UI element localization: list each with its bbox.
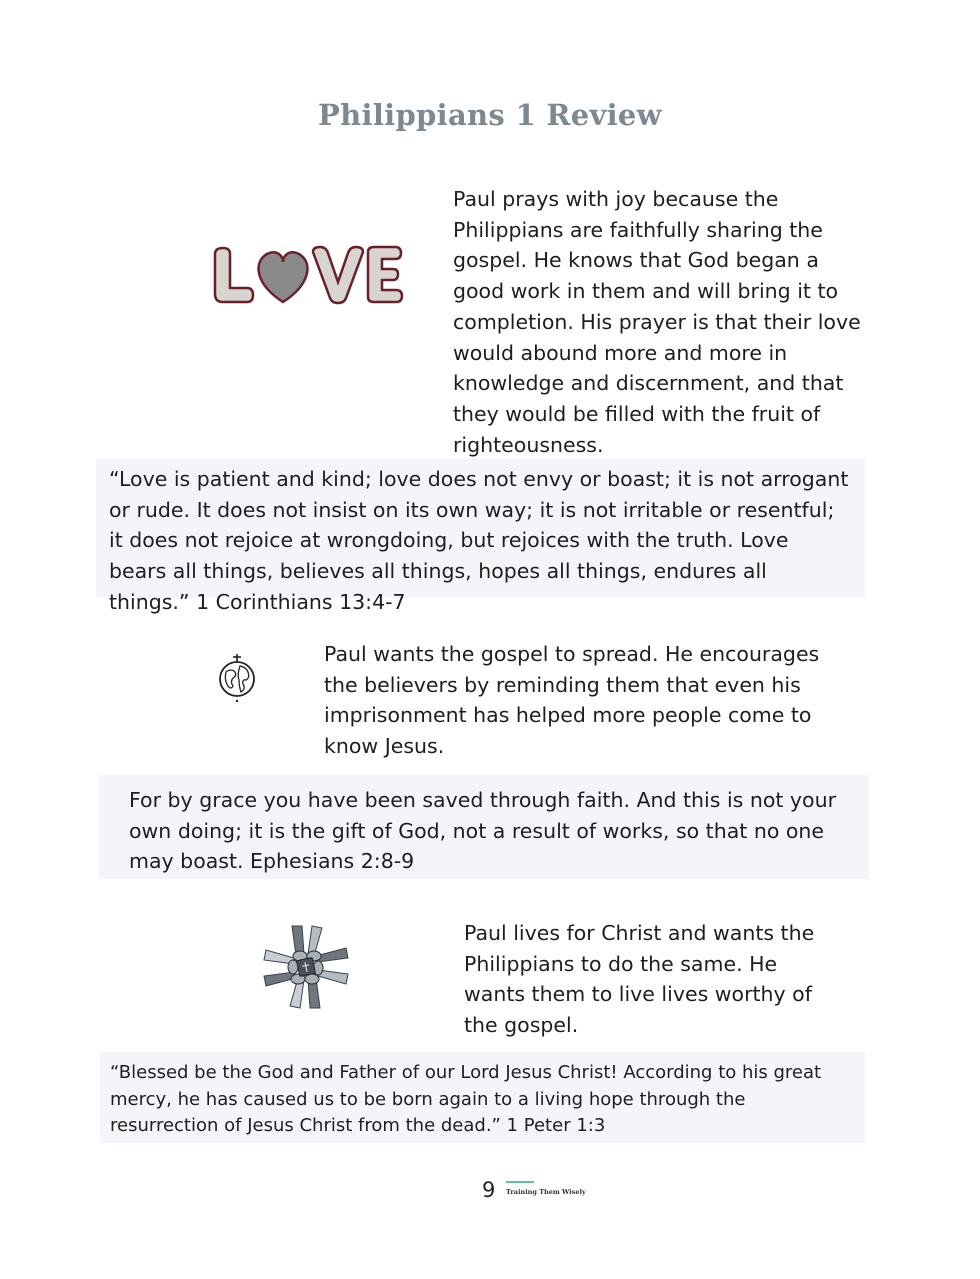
page-title: Philippians 1 Review: [318, 98, 662, 132]
quote1-box: [96, 458, 865, 614]
heart-icon: [259, 252, 308, 302]
brand-accent-line: [506, 1181, 534, 1183]
hands-bible-icon: [262, 922, 350, 1012]
brand-logo: [506, 1181, 586, 1201]
section1-paragraph: Paul prays with joy because the Philippians are faithfully sharing the gospel. He knows that God began a good work in them and will bring it to completion. His prayer is that their love would abound more and more in knowledge and discernment, and that they would be filled with the fruit of righteousness.: [453, 187, 861, 457]
globe-cross-icon: [215, 652, 259, 704]
section2-paragraph: Paul wants the gospel to spread. He encourages the believers by reminding them that even his imprisonment has helped more people come to know Jesus.: [324, 642, 820, 759]
quote3-text: “Blessed be the God and Father of our Lord Jesus Christ! According to his great mercy, he has caused us to be born again to a living hope through the resurrection of Jesus Christ from the dead.” 1 Peter 1:3: [110, 1062, 822, 1136]
quote3-box: [100, 1052, 865, 1143]
love-art-graphic: [205, 240, 405, 310]
quote2-text: For by grace you have been saved through faith. And this is not your own doing; it is the gift of God, not a result of works, so that no one may boast. Ephesians 2:8-9: [129, 788, 837, 874]
love-art: [205, 240, 405, 310]
page-number: 9: [482, 1178, 496, 1202]
brand-text: Training Them Wisely: [506, 1188, 586, 1196]
quote2-box: [98, 775, 869, 879]
quote1-text: “Love is patient and kind; love does not envy or boast; it is not arrogant or rude. It does not insist on its own way; it is not irritable or resentful; it does not rejoice at wrongdoing, but rejoices with the truth. Love bears all things, believes all things, hopes all things, endures all things.” 1 Corinthians 13:4-7: [109, 467, 849, 614]
section3-paragraph: Paul lives for Christ and wants the Philippians to do the same. He wants them to live lives worthy of the gospel.: [464, 921, 815, 1038]
